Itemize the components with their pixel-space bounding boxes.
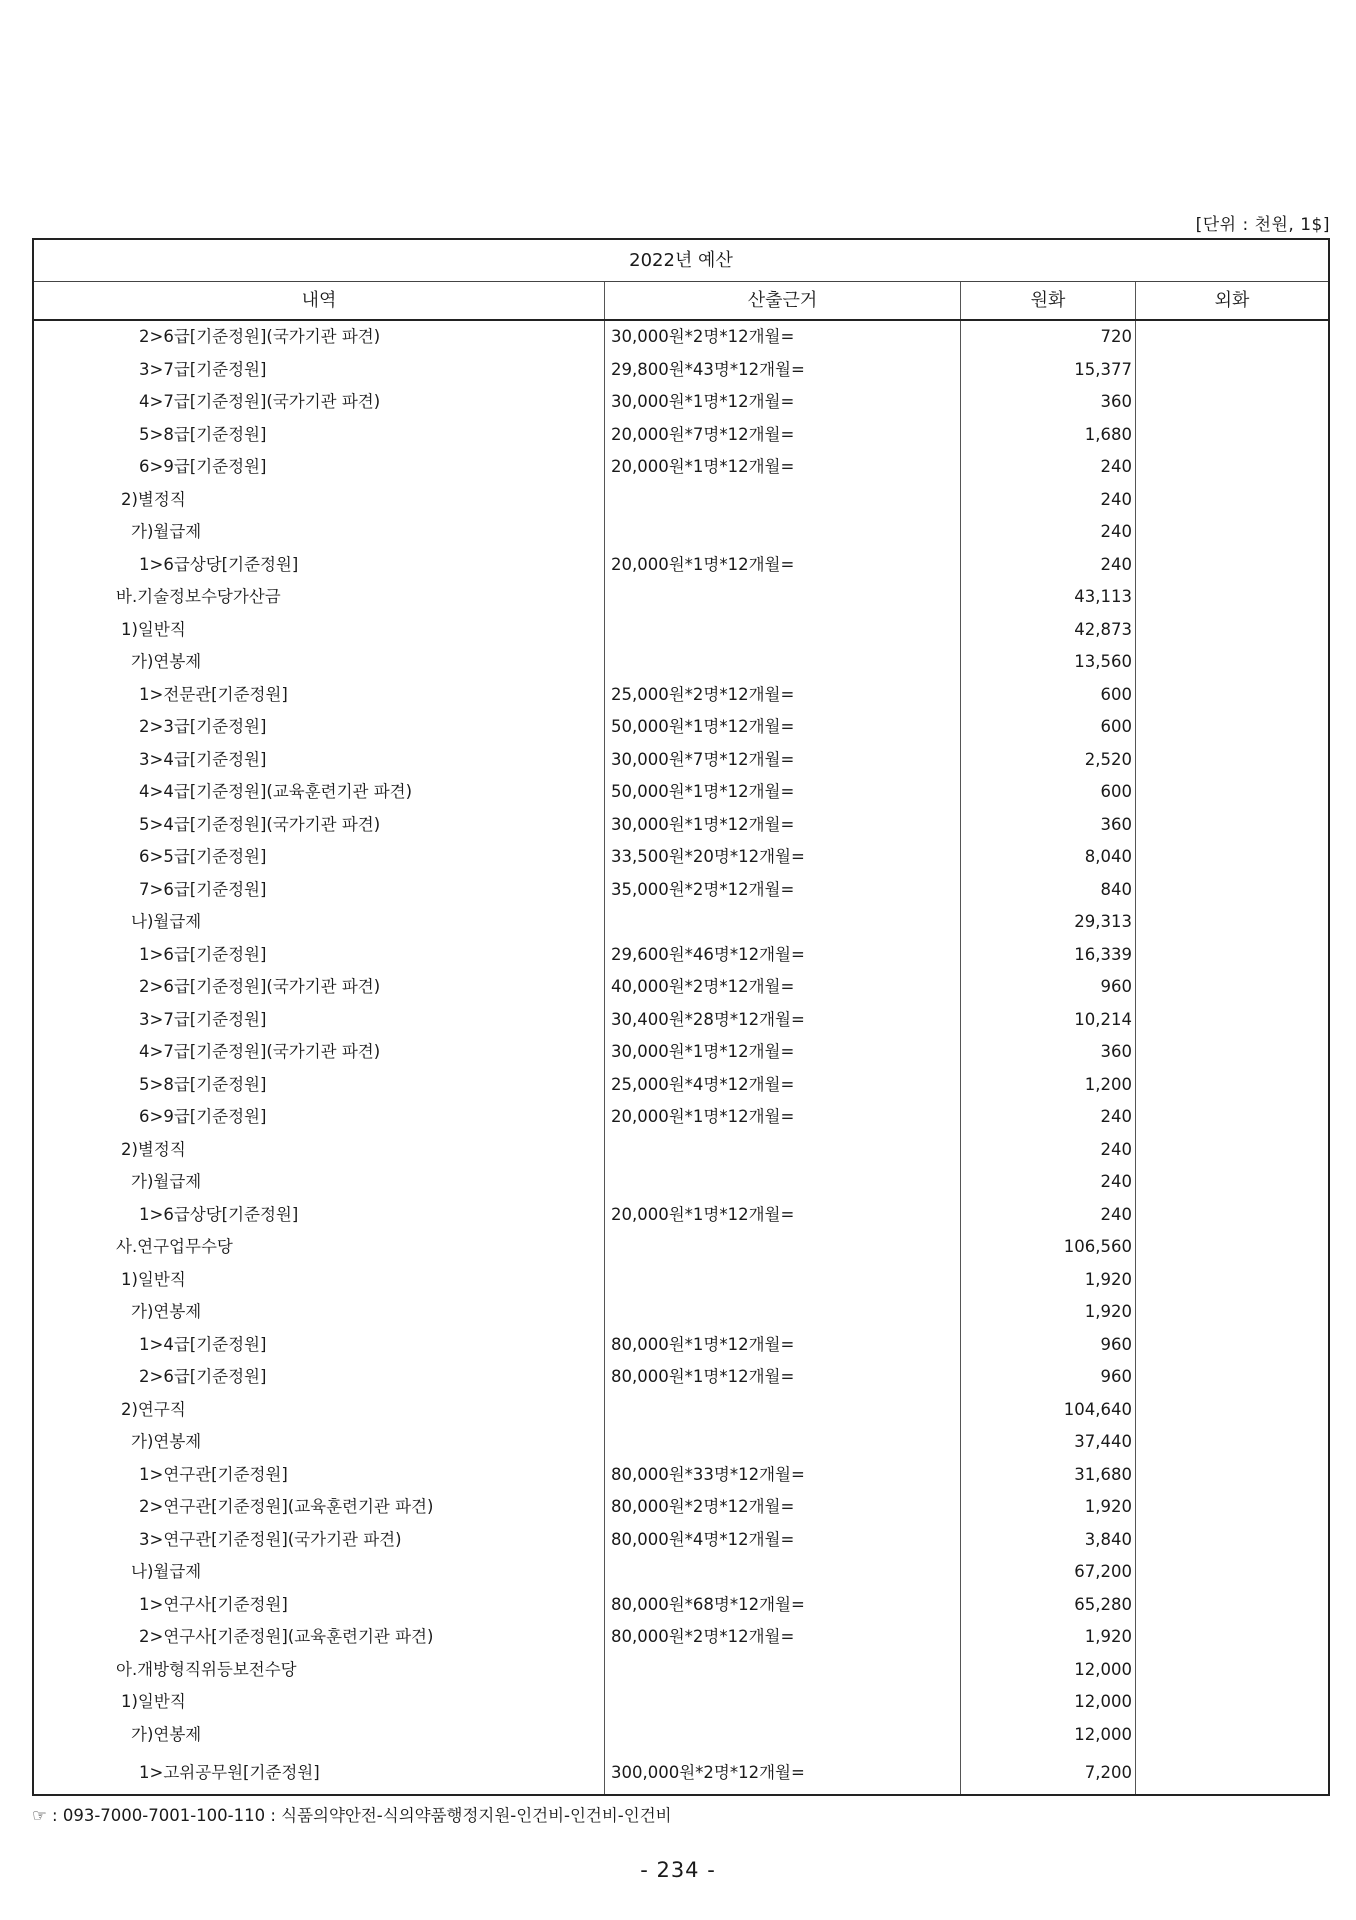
table-row <box>34 1361 1328 1394</box>
table-row <box>34 354 1328 387</box>
row-basis: 25,000원*4명*12개월= <box>605 1069 961 1102</box>
row-fx <box>1136 1459 1328 1492</box>
row-fx <box>1136 581 1328 614</box>
row-fx <box>1136 1004 1328 1037</box>
row-fx <box>1136 1036 1328 1069</box>
table-row <box>34 971 1328 1004</box>
row-krw: 360 <box>961 809 1136 842</box>
row-fx <box>1136 1134 1328 1167</box>
row-item: 사.연구업무수당 <box>34 1231 605 1264</box>
row-item: 1)일반직 <box>34 614 605 647</box>
table-row <box>34 1654 1328 1687</box>
row-basis <box>605 1719 961 1752</box>
table-row <box>34 386 1328 419</box>
row-krw: 960 <box>961 971 1136 1004</box>
row-item: 1>전문관[기준정원] <box>34 679 605 712</box>
row-krw: 3,840 <box>961 1524 1136 1557</box>
table-row <box>34 744 1328 777</box>
table-row <box>34 646 1328 679</box>
row-fx <box>1136 321 1328 354</box>
row-krw: 7,200 <box>961 1751 1136 1794</box>
row-fx <box>1136 1264 1328 1297</box>
row-basis: 30,000원*2명*12개월= <box>605 321 961 354</box>
row-krw: 240 <box>961 484 1136 517</box>
row-fx <box>1136 549 1328 582</box>
row-krw: 1,200 <box>961 1069 1136 1102</box>
row-krw: 15,377 <box>961 354 1136 387</box>
row-fx <box>1136 1296 1328 1329</box>
table-row <box>34 1231 1328 1264</box>
table-row <box>34 419 1328 452</box>
table-row <box>34 1556 1328 1589</box>
table-row <box>34 1491 1328 1524</box>
row-item: 2>연구관[기준정원](교육훈련기관 파견) <box>34 1491 605 1524</box>
table-row <box>34 1686 1328 1719</box>
row-fx <box>1136 744 1328 777</box>
row-fx <box>1136 1491 1328 1524</box>
row-item: 가)연봉제 <box>34 646 605 679</box>
row-krw: 12,000 <box>961 1719 1136 1752</box>
table-row <box>34 939 1328 972</box>
table-row <box>34 451 1328 484</box>
row-krw: 1,920 <box>961 1296 1136 1329</box>
row-basis: 80,000원*1명*12개월= <box>605 1329 961 1362</box>
row-item: 가)연봉제 <box>34 1426 605 1459</box>
table-row <box>34 581 1328 614</box>
row-krw: 106,560 <box>961 1231 1136 1264</box>
row-basis: 30,000원*1명*12개월= <box>605 809 961 842</box>
row-krw: 65,280 <box>961 1589 1136 1622</box>
table-row <box>34 1719 1328 1752</box>
table-row <box>34 809 1328 842</box>
row-fx <box>1136 1231 1328 1264</box>
row-item: 4>4급[기준정원](교육훈련기관 파견) <box>34 776 605 809</box>
row-fx <box>1136 386 1328 419</box>
row-krw: 29,313 <box>961 906 1136 939</box>
table-row <box>34 1524 1328 1557</box>
row-fx <box>1136 809 1328 842</box>
row-basis <box>605 1264 961 1297</box>
row-krw: 240 <box>961 1166 1136 1199</box>
row-basis: 20,000원*1명*12개월= <box>605 1199 961 1232</box>
row-fx <box>1136 776 1328 809</box>
row-basis: 80,000원*68명*12개월= <box>605 1589 961 1622</box>
table-row <box>34 1101 1328 1134</box>
table-row <box>34 776 1328 809</box>
table-row <box>34 1264 1328 1297</box>
row-krw: 104,640 <box>961 1394 1136 1427</box>
row-basis <box>605 1654 961 1687</box>
row-fx <box>1136 711 1328 744</box>
row-krw: 240 <box>961 549 1136 582</box>
row-krw: 16,339 <box>961 939 1136 972</box>
table-row <box>34 1459 1328 1492</box>
row-fx <box>1136 971 1328 1004</box>
row-krw: 37,440 <box>961 1426 1136 1459</box>
row-item: 5>8급[기준정원] <box>34 419 605 452</box>
row-item: 6>5급[기준정원] <box>34 841 605 874</box>
row-basis <box>605 614 961 647</box>
row-item: 1>연구관[기준정원] <box>34 1459 605 1492</box>
table-row <box>34 614 1328 647</box>
table-row <box>34 1426 1328 1459</box>
row-fx <box>1136 1556 1328 1589</box>
table-row <box>34 1751 1328 1794</box>
row-basis <box>605 1231 961 1264</box>
row-krw: 600 <box>961 711 1136 744</box>
row-krw: 1,920 <box>961 1491 1136 1524</box>
row-fx <box>1136 1361 1328 1394</box>
row-krw: 240 <box>961 1199 1136 1232</box>
table-row <box>34 874 1328 907</box>
row-basis <box>605 516 961 549</box>
row-basis: 29,800원*43명*12개월= <box>605 354 961 387</box>
row-fx <box>1136 1394 1328 1427</box>
row-basis: 80,000원*2명*12개월= <box>605 1621 961 1654</box>
table-row <box>34 549 1328 582</box>
row-item: 가)연봉제 <box>34 1719 605 1752</box>
row-item: 1>6급[기준정원] <box>34 939 605 972</box>
row-krw: 67,200 <box>961 1556 1136 1589</box>
table-row <box>34 484 1328 517</box>
row-item: 5>4급[기준정원](국가기관 파견) <box>34 809 605 842</box>
table-body <box>34 321 1328 1794</box>
row-item: 1>6급상당[기준정원] <box>34 549 605 582</box>
row-krw: 12,000 <box>961 1686 1136 1719</box>
row-item: 1)일반직 <box>34 1264 605 1297</box>
table-row <box>34 1394 1328 1427</box>
row-basis: 300,000원*2명*12개월= <box>605 1751 961 1794</box>
row-item: 1>연구사[기준정원] <box>34 1589 605 1622</box>
row-fx <box>1136 1069 1328 1102</box>
table-row <box>34 1134 1328 1167</box>
row-basis: 30,000원*7명*12개월= <box>605 744 961 777</box>
row-fx <box>1136 1166 1328 1199</box>
row-basis <box>605 1394 961 1427</box>
row-item: 가)월급제 <box>34 516 605 549</box>
row-basis: 30,000원*1명*12개월= <box>605 1036 961 1069</box>
row-basis: 25,000원*2명*12개월= <box>605 679 961 712</box>
row-basis: 30,000원*1명*12개월= <box>605 386 961 419</box>
row-fx <box>1136 1719 1328 1752</box>
row-item: 4>7급[기준정원](국가기관 파견) <box>34 1036 605 1069</box>
row-item: 5>8급[기준정원] <box>34 1069 605 1102</box>
table-row <box>34 679 1328 712</box>
header-basis: 산출근거 <box>605 282 961 319</box>
row-basis <box>605 646 961 679</box>
row-item: 가)연봉제 <box>34 1296 605 1329</box>
row-basis: 50,000원*1명*12개월= <box>605 776 961 809</box>
row-item: 나)월급제 <box>34 906 605 939</box>
row-krw: 240 <box>961 1134 1136 1167</box>
row-basis: 20,000원*1명*12개월= <box>605 1101 961 1134</box>
header-item: 내역 <box>34 282 605 319</box>
row-item: 바.기술정보수당가산금 <box>34 581 605 614</box>
row-fx <box>1136 1621 1328 1654</box>
table-row <box>34 1004 1328 1037</box>
row-item: 3>7급[기준정원] <box>34 354 605 387</box>
row-item: 1>고위공무원[기준정원] <box>34 1751 605 1794</box>
table-row <box>34 321 1328 354</box>
row-basis <box>605 1296 961 1329</box>
table-row <box>34 1199 1328 1232</box>
row-item: 아.개방형직위등보전수당 <box>34 1654 605 1687</box>
row-fx <box>1136 516 1328 549</box>
row-fx <box>1136 1654 1328 1687</box>
footer-note: ☞ : 093-7000-7001-100-110 : 식품의약안전-식의약품행정지원-인건비-인건비-인건비 <box>32 1806 672 1825</box>
row-krw: 43,113 <box>961 581 1136 614</box>
row-item: 나)월급제 <box>34 1556 605 1589</box>
table-row <box>34 1621 1328 1654</box>
row-item: 가)월급제 <box>34 1166 605 1199</box>
row-fx <box>1136 906 1328 939</box>
row-fx <box>1136 1751 1328 1794</box>
row-fx <box>1136 1589 1328 1622</box>
row-item: 2>연구사[기준정원](교육훈련기관 파견) <box>34 1621 605 1654</box>
row-fx <box>1136 1524 1328 1557</box>
row-fx <box>1136 1199 1328 1232</box>
row-item: 6>9급[기준정원] <box>34 451 605 484</box>
row-basis: 80,000원*4명*12개월= <box>605 1524 961 1557</box>
table-row <box>34 516 1328 549</box>
row-krw: 2,520 <box>961 744 1136 777</box>
row-basis: 80,000원*2명*12개월= <box>605 1491 961 1524</box>
row-basis <box>605 1556 961 1589</box>
row-krw: 8,040 <box>961 841 1136 874</box>
table-row <box>34 1329 1328 1362</box>
row-krw: 720 <box>961 321 1136 354</box>
row-basis <box>605 1134 961 1167</box>
header-krw: 원화 <box>961 282 1136 319</box>
row-fx <box>1136 1329 1328 1362</box>
row-krw: 1,680 <box>961 419 1136 452</box>
row-basis <box>605 1686 961 1719</box>
row-fx <box>1136 1101 1328 1134</box>
row-fx <box>1136 646 1328 679</box>
row-basis: 29,600원*46명*12개월= <box>605 939 961 972</box>
table-row <box>34 1296 1328 1329</box>
row-krw: 31,680 <box>961 1459 1136 1492</box>
row-item: 1)일반직 <box>34 1686 605 1719</box>
unit-label: [단위 : 천원, 1$] <box>1195 215 1330 235</box>
table-row <box>34 1589 1328 1622</box>
row-basis <box>605 1166 961 1199</box>
row-fx <box>1136 451 1328 484</box>
row-basis: 20,000원*1명*12개월= <box>605 549 961 582</box>
table-row <box>34 711 1328 744</box>
row-item: 2>6급[기준정원](국가기관 파견) <box>34 321 605 354</box>
row-krw: 840 <box>961 874 1136 907</box>
row-fx <box>1136 1686 1328 1719</box>
row-krw: 12,000 <box>961 1654 1136 1687</box>
row-fx <box>1136 1426 1328 1459</box>
row-item: 3>연구관[기준정원](국가기관 파견) <box>34 1524 605 1557</box>
row-item: 3>4급[기준정원] <box>34 744 605 777</box>
row-basis: 33,500원*20명*12개월= <box>605 841 961 874</box>
row-krw: 1,920 <box>961 1621 1136 1654</box>
row-item: 1>4급[기준정원] <box>34 1329 605 1362</box>
row-fx <box>1136 419 1328 452</box>
row-krw: 10,214 <box>961 1004 1136 1037</box>
row-krw: 240 <box>961 1101 1136 1134</box>
row-item: 2)별정직 <box>34 1134 605 1167</box>
row-item: 7>6급[기준정원] <box>34 874 605 907</box>
row-item: 2>6급[기준정원](국가기관 파견) <box>34 971 605 1004</box>
row-basis: 20,000원*1명*12개월= <box>605 451 961 484</box>
row-item: 2)별정직 <box>34 484 605 517</box>
row-krw: 960 <box>961 1329 1136 1362</box>
row-basis: 80,000원*1명*12개월= <box>605 1361 961 1394</box>
row-krw: 42,873 <box>961 614 1136 647</box>
row-item: 1>6급상당[기준정원] <box>34 1199 605 1232</box>
row-item: 2)연구직 <box>34 1394 605 1427</box>
row-basis <box>605 484 961 517</box>
row-krw: 240 <box>961 516 1136 549</box>
row-basis: 20,000원*7명*12개월= <box>605 419 961 452</box>
row-krw: 360 <box>961 386 1136 419</box>
page-number: - 234 - <box>640 1858 716 1882</box>
row-basis <box>605 1426 961 1459</box>
row-basis: 30,400원*28명*12개월= <box>605 1004 961 1037</box>
row-krw: 600 <box>961 679 1136 712</box>
row-basis: 80,000원*33명*12개월= <box>605 1459 961 1492</box>
table-title: 2022년 예산 <box>34 240 1328 282</box>
budget-table <box>32 238 1330 1796</box>
row-fx <box>1136 614 1328 647</box>
row-fx <box>1136 484 1328 517</box>
header-fx: 외화 <box>1214 290 1250 311</box>
row-krw: 240 <box>961 451 1136 484</box>
row-basis <box>605 581 961 614</box>
row-basis <box>605 906 961 939</box>
row-item: 3>7급[기준정원] <box>34 1004 605 1037</box>
row-krw: 600 <box>961 776 1136 809</box>
table-row <box>34 1036 1328 1069</box>
row-fx <box>1136 679 1328 712</box>
row-krw: 13,560 <box>961 646 1136 679</box>
row-basis: 35,000원*2명*12개월= <box>605 874 961 907</box>
row-fx <box>1136 874 1328 907</box>
table-row <box>34 1069 1328 1102</box>
row-basis: 40,000원*2명*12개월= <box>605 971 961 1004</box>
row-krw: 1,920 <box>961 1264 1136 1297</box>
table-header-row <box>34 282 1328 321</box>
table-row <box>34 841 1328 874</box>
row-fx <box>1136 354 1328 387</box>
table-row <box>34 1166 1328 1199</box>
row-basis: 50,000원*1명*12개월= <box>605 711 961 744</box>
row-fx <box>1136 841 1328 874</box>
row-item: 2>3급[기준정원] <box>34 711 605 744</box>
row-krw: 960 <box>961 1361 1136 1394</box>
row-item: 2>6급[기준정원] <box>34 1361 605 1394</box>
row-item: 4>7급[기준정원](국가기관 파견) <box>34 386 605 419</box>
row-fx <box>1136 939 1328 972</box>
table-row <box>34 906 1328 939</box>
row-krw: 360 <box>961 1036 1136 1069</box>
row-item: 6>9급[기준정원] <box>34 1101 605 1134</box>
